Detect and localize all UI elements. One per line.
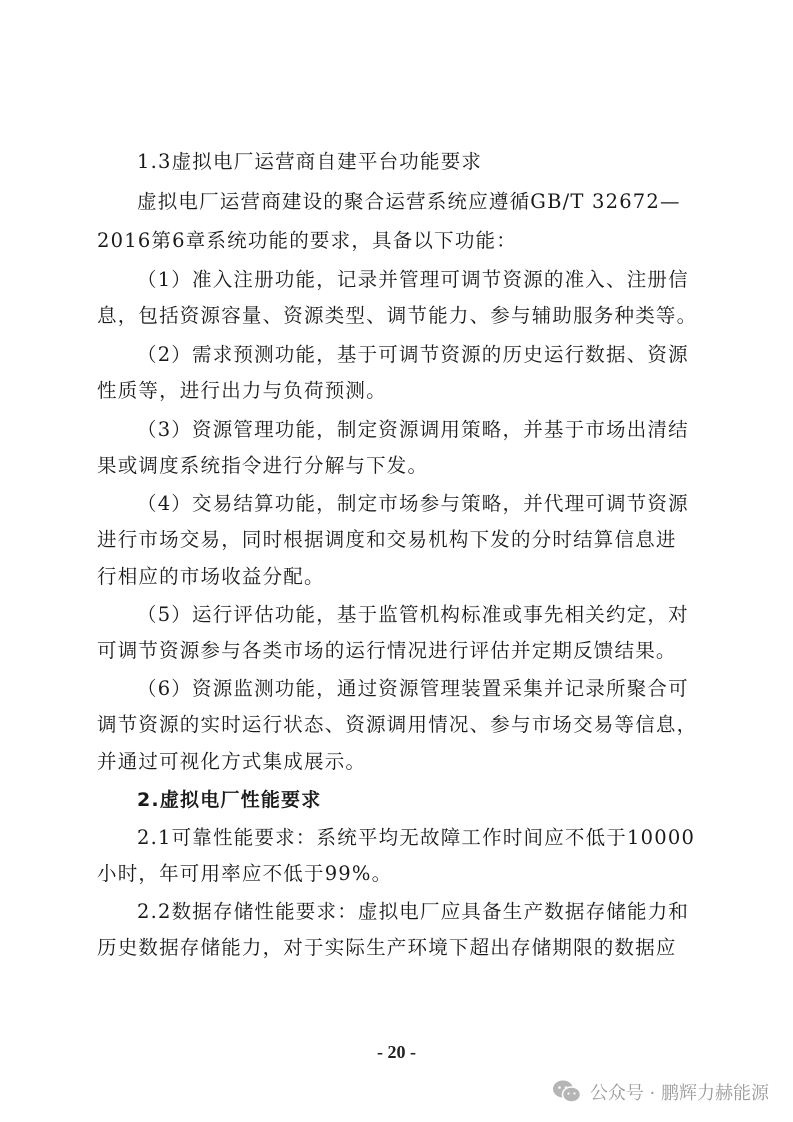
paragraph-line: 虚拟电厂运营商建设的聚合运营系统应遵循GB/T 32672—	[137, 190, 681, 213]
paragraph-line: 可调节资源参与各类市场的运行情况进行评估并定期反馈结果。	[97, 639, 677, 662]
paragraph-line: 2016第6章系统功能的要求，具备以下功能：	[97, 229, 517, 252]
paragraph-line: 2.1可靠性能要求：系统平均无故障工作时间应不低于10000	[137, 826, 696, 849]
watermark-text: 公众号 · 鹏辉力赫能源	[589, 1083, 769, 1104]
paragraph-line: 并通过可视化方式集成展示。	[97, 750, 367, 773]
section-heading-2: 2.虚拟电厂性能要求	[137, 789, 322, 811]
list-item-2: （2）需求预测功能，基于可调节资源的历史运行数据、资源	[137, 343, 689, 366]
watermark	[552, 1076, 769, 1108]
paragraph-line: 历史数据存储能力，对于实际生产环境下超出存储期限的数据应	[97, 936, 677, 959]
paragraph-line: 性质等，进行出力与负荷预测。	[97, 379, 387, 402]
paragraph-line: 行相应的市场收益分配。	[97, 565, 325, 588]
list-item-5: （5）运行评估功能，基于监管机构标准或事先相关约定，对	[137, 603, 689, 626]
list-item-1: （1）准入注册功能，记录并管理可调节资源的准入、注册信	[137, 268, 689, 291]
list-item-3: （3）资源管理功能，制定资源调用策略，并基于市场出清结	[137, 418, 689, 441]
section-heading-1-3: 1.3虚拟电厂运营商自建平台功能要求	[137, 150, 483, 173]
list-item-6: （6）资源监测功能，通过资源管理装置采集并记录所聚合可	[137, 677, 689, 700]
paragraph-line: 调节资源的实时运行状态、资源调用情况、参与市场交易等信息，	[97, 713, 698, 736]
paragraph-line: 息，包括资源容量、资源类型、调节能力、参与辅助服务种类等。	[97, 304, 698, 327]
paragraph-line: 小时，年可用率应不低于99%。	[97, 862, 393, 885]
page-number: - 20 -	[377, 1042, 416, 1062]
wechat-icon	[552, 1079, 582, 1105]
paragraph-line: 果或调度系统指令进行分解与下发。	[97, 454, 429, 477]
list-item-4: （4）交易结算功能，制定市场参与策略，并代理可调节资源	[137, 492, 689, 515]
paragraph-line: 2.2数据存储性能要求：虚拟电厂应具备生产数据存储能力和	[137, 900, 690, 923]
paragraph-line: 进行市场交易，同时根据调度和交易机构下发的分时结算信息进	[97, 528, 677, 551]
